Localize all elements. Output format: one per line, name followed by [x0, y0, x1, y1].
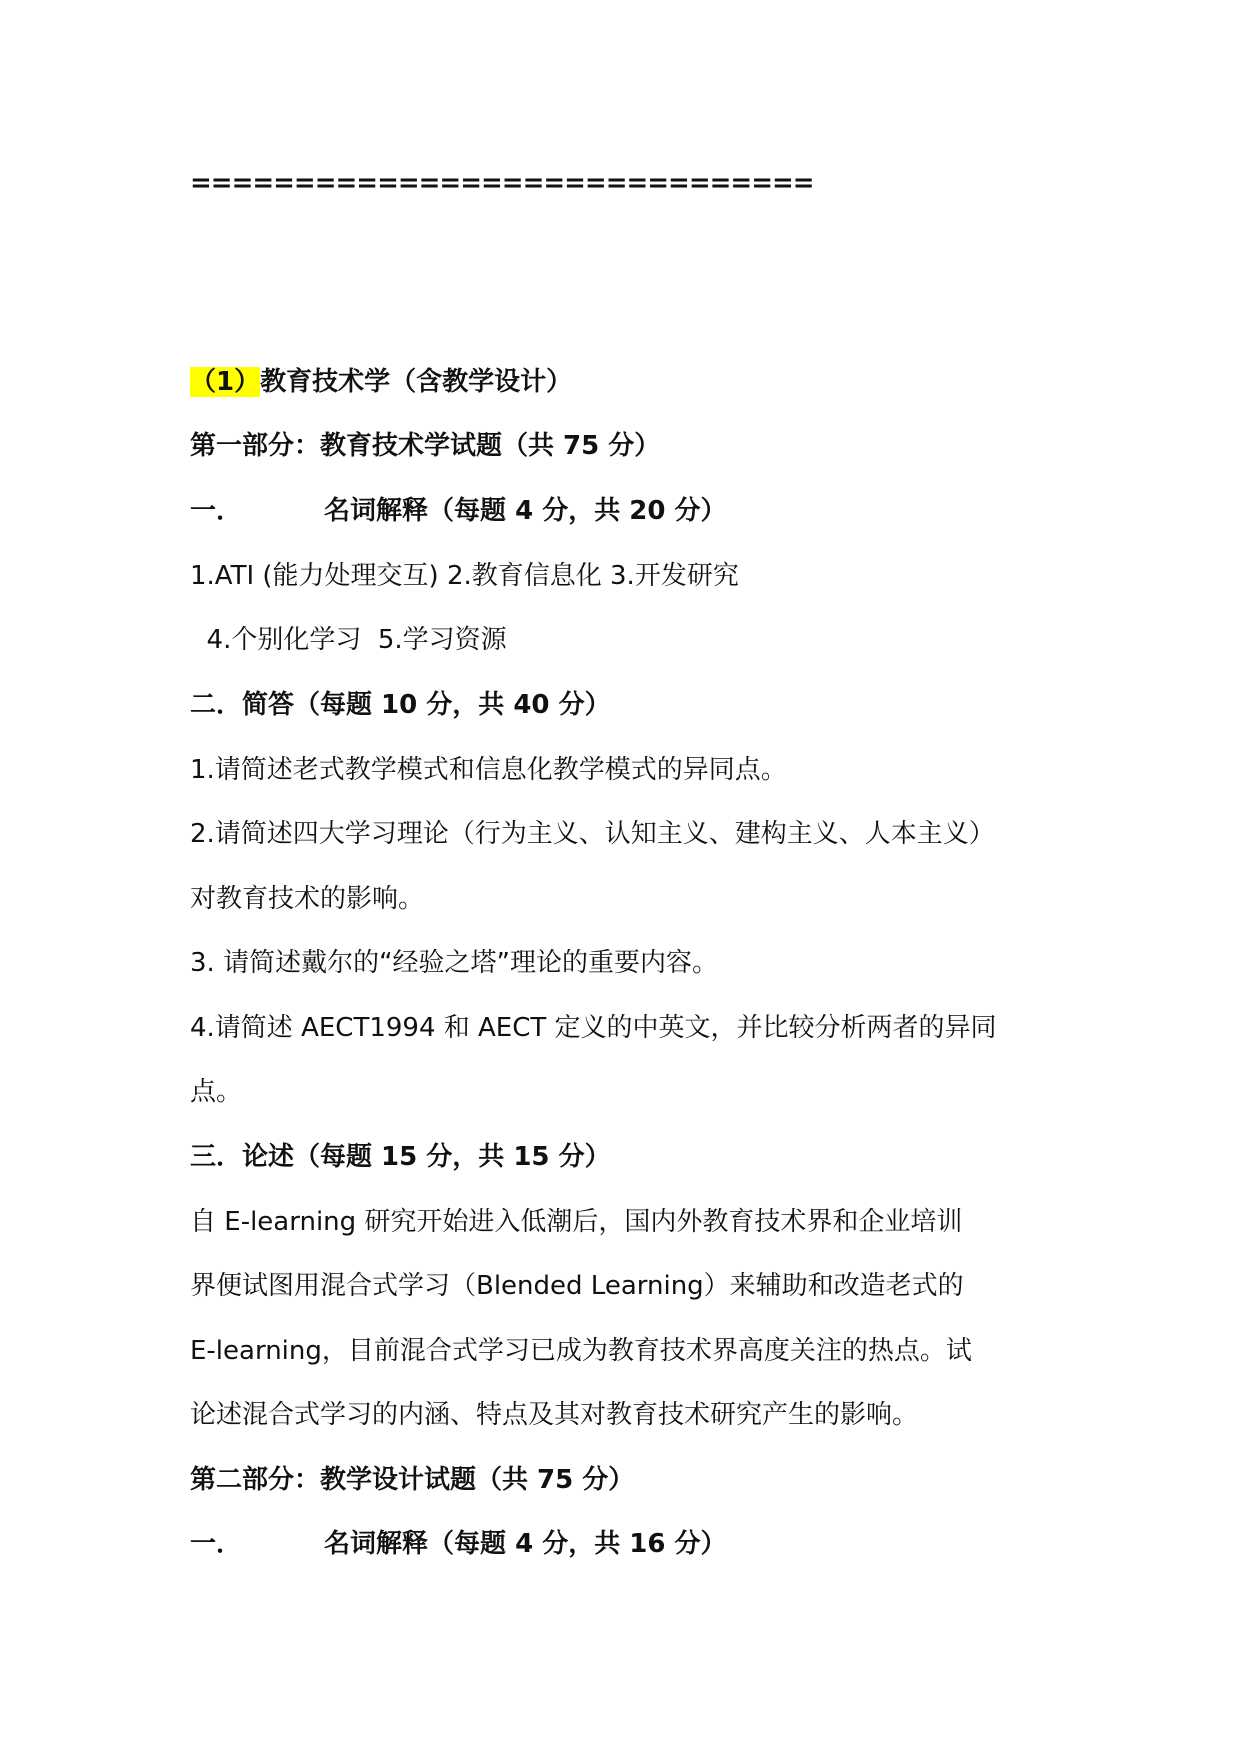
part1-title: 第一部分：教育技术学试题（共 75 分）	[190, 431, 661, 461]
question-1: 1.请简述老式教学模式和信息化教学模式的异同点。	[190, 755, 787, 785]
separator-line: ==============================	[190, 168, 814, 198]
part1-section2-heading: 二．简答（每题 10 分，共 40 分）	[190, 690, 611, 720]
terms-line-2: 4.个别化学习 5.学习资源	[190, 625, 507, 655]
part1-section3-heading: 三．论述（每题 15 分，共 15 分）	[190, 1142, 611, 1172]
essay-line-4: 论述混合式学习的内涵、特点及其对教育技术研究产生的影响。	[190, 1400, 919, 1430]
essay-line-2: 界便试图用混合式学习（Blended Learning）来辅助和改造老式的	[190, 1271, 964, 1301]
question-4-line-2: 点。	[190, 1077, 243, 1107]
main-heading	[190, 362, 572, 402]
heading-number: （1）	[190, 367, 261, 397]
terms-line-1: 1.ATI (能力处理交互) 2.教育信息化 3.开发研究	[190, 561, 739, 591]
part2-section1-heading	[190, 1524, 727, 1564]
part1-section1-heading	[190, 491, 727, 531]
question-2-line-2: 对教育技术的影响。	[190, 884, 425, 914]
part2-title: 第二部分：教学设计试题（共 75 分）	[190, 1465, 635, 1495]
section-number: 一．	[190, 496, 243, 526]
essay-line-3: E-learning，目前混合式学习已成为教育技术界高度关注的热点。试	[190, 1336, 972, 1366]
heading-title: 教育技术学（含教学设计）	[260, 367, 573, 397]
section-title: 名词解释（每题 4 分，共 16 分）	[324, 1529, 727, 1559]
question-3: 3. 请简述戴尔的“经验之塔”理论的重要内容。	[190, 948, 719, 978]
question-2-line-1: 2.请简述四大学习理论（行为主义、认知主义、建构主义、人本主义）	[190, 819, 995, 849]
question-4-line-1: 4.请简述 AECT1994 和 AECT 定义的中英文，并比较分析两者的异同	[190, 1013, 997, 1043]
essay-line-1: 自 E-learning 研究开始进入低潮后，国内外教育技术界和企业培训	[190, 1207, 963, 1237]
section-number: 一．	[190, 1529, 243, 1559]
section-title: 名词解释（每题 4 分，共 20 分）	[324, 496, 727, 526]
